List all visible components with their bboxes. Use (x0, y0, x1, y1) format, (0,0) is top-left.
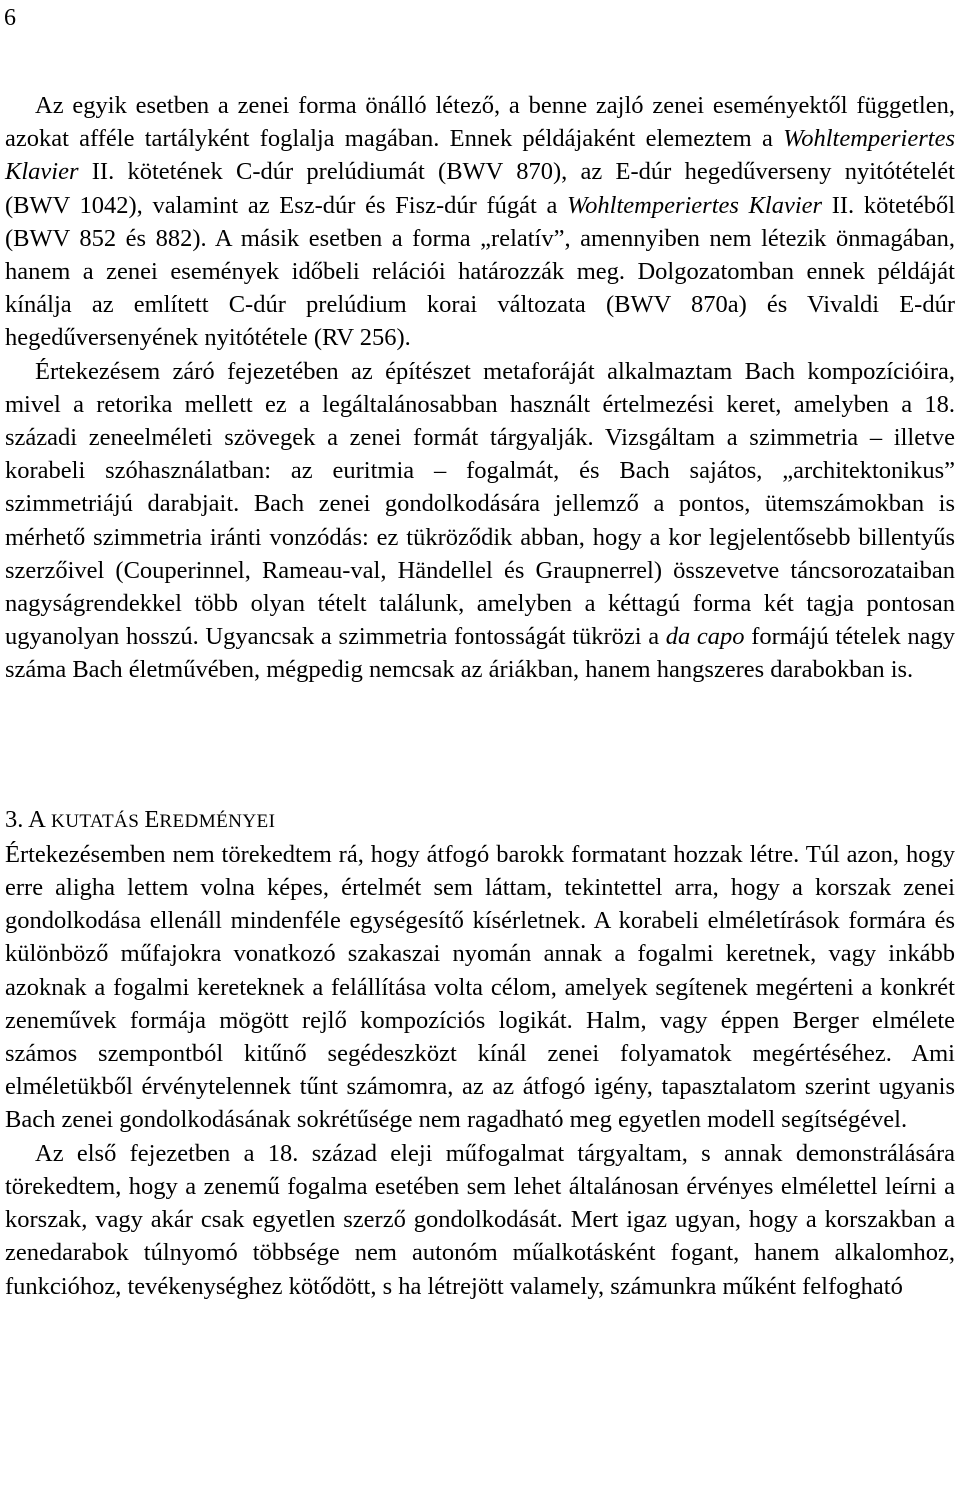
term-da-capo: da capo (665, 623, 745, 651)
paragraph-results-intro: Értekezésemben nem törekedtem rá, hogy átfogó barokk formatant hozzak létre. Túl azon, hogy erre aligha lettem volna képes, értelmét sem láttam, tekintettel arra, hogy a korszak zenei gondolkodása ellenáll mindenféle egységesítő kísérletnek. A korabeli elméletírások formára és különböző műfajokra vonatkozó szakaszai nyomán annak a fogalmi keretnek, vagy inkább azoknak a fogalmi kereteknek a felállítása volta célom, amelyek segítenek megérteni a konkrét zeneművek formája mögött rejlő kompozíciós logikát. Halm, vagy éppen Berger elmélete számos szempontból kitűnő segédeszközt kínál zenei folyamatok megértéséhez. Ami elméletükből érvénytelennek tűnt számomra, az az átfogó igény, tapasztalatom szerint ugyanis Bach zenei gondolkodásának sokrétűsége nem ragadható meg egyetlen modell segítségével. (5, 840, 955, 1134)
heading-number: 3. (5, 805, 29, 833)
heading-text: REDMÉNYEI (159, 810, 276, 832)
heading-text: A (28, 805, 46, 833)
section-spacer (5, 687, 955, 803)
paragraph-architecture-metaphor (5, 355, 955, 687)
text-run: formájú tételek nagy száma Bach életművében, mégpedig nemcsak az áriákban, hanem hangszeres darabokban is. (5, 623, 955, 684)
section-heading (5, 803, 955, 838)
text-run: II. kötetének C-dúr prelúdiumát (BWV 870), az E-dúr hegedűverseny nyitótételét (BWV 1042), valamint az Esz-dúr és Fisz-dúr fúgát a (5, 158, 955, 219)
heading-text: KUTATÁS (45, 810, 145, 832)
heading-text: E (144, 805, 160, 833)
paragraph-first-chapter: Az első fejezetben a 18. század eleji műfogalmat tárgyaltam, s annak demonstrálására törekedtem, hogy a zenemű fogalma esetében sem lehet általánosan érvényes elmélettel leírni a korszak, vagy akár csak egyetlen szerző gondolkodását. Mert igaz ugyan, hogy a korszakban a zenedarabok túlnyomó többsége nem autonóm műalkotásként fogant, hanem alkalomhoz, funkcióhoz, tevékenységhez kötődött, s ha létrejött valamely, számunkra műként felfogható (5, 1139, 955, 1300)
text-run: Értekezésem záró fejezetében az építészet metaforáját alkalmaztam Bach kompozícióira, mivel a retorika mellett ez a legáltalánosabban használt értelmezési keret, amelyben a 18. századi zeneelméleti szövegek a zenei formát tárgyalják. Vizsgáltam a szimmetria – illetve korabeli szóhasználatban: az euritmia – fogalmát, és Bach sajátos, „architektonikus” szimmetriájú darabjait. Bach zenei gondolkodására jellemző a pontos, ütemszámokban is mérhető szimmetria iránti vonzódás: ez tükröződik abban, hogy a kor legjelentősebb billentyűs szerzőivel (Couperinnel, Rameau-val, Händellel és Graupnerrel) összevetve táncsorozataiban nagyságrendekkel több olyan tételt találunk, amelyben a kéttagú forma két tagja pontosan ugyanolyan hosszú. Ugyancsak a szimmetria fontosságát tükrözi a (5, 357, 955, 651)
text-run: Az egyik esetben a zenei forma önálló létező, a benne zajló zenei eseményektől független, azokat afféle tartályként foglalja magában. Ennek példájaként elemeztem a (5, 92, 955, 153)
paragraph-form-types (5, 89, 955, 355)
text-run: II. kötetéből (BWV 852 és 882). A másik esetben a forma „relatív”, amennyiben nem létezik önmagában, hanem a zenei események időbeli relációi határozzák meg. Dolgozatomban ennek példáját kínálja az említett C-dúr prelúdium korai változata (BWV 870a) és Vivaldi E-dúr hegedűversenyének nyitótétele (RV 256). (5, 191, 955, 352)
page-number: 6 (4, 5, 16, 31)
work-title: Wohltemperiertes Klavier (5, 125, 955, 186)
document-body (5, 89, 955, 1303)
work-title: Wohltemperiertes Klavier (567, 191, 823, 219)
